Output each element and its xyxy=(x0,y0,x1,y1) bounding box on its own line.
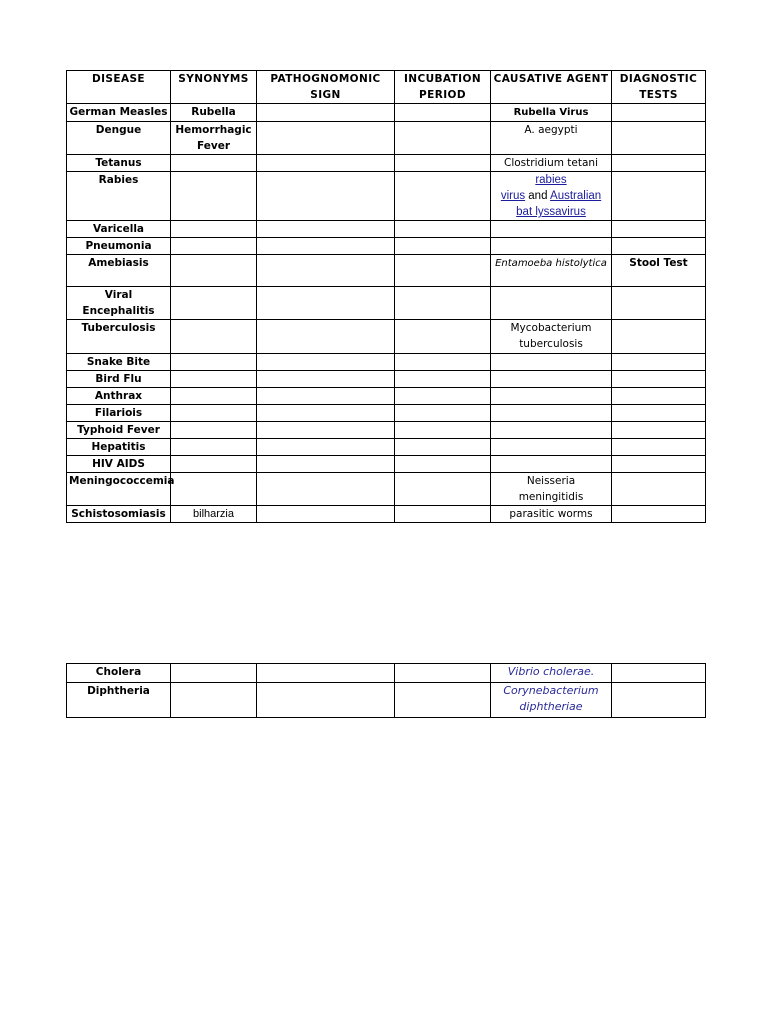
pathognomonic-sign-cell xyxy=(257,320,395,354)
disease-cell: Viral Encephalitis xyxy=(67,287,171,320)
diagnostic-tests-cell xyxy=(612,506,706,523)
causative-agent-cell xyxy=(491,388,612,405)
pathognomonic-sign-cell xyxy=(257,287,395,320)
diagnostic-tests-cell xyxy=(612,221,706,238)
causative-agent-text: Vibrio cholerae. xyxy=(507,665,595,678)
causative-agent-cell xyxy=(491,371,612,388)
empty-cell xyxy=(257,664,395,683)
causative-agent-cell xyxy=(491,221,612,238)
incubation-period-cell xyxy=(395,155,491,172)
synonyms-cell xyxy=(171,287,257,320)
disease-cell: Dengue xyxy=(67,122,171,155)
incubation-period-cell xyxy=(395,255,491,287)
table-body xyxy=(67,104,706,523)
incubation-period-cell xyxy=(395,104,491,122)
causative-agent-cell xyxy=(491,255,612,287)
synonyms-cell xyxy=(171,473,257,506)
disease-cell: Snake Bite xyxy=(67,354,171,371)
diagnostic-tests-cell xyxy=(612,371,706,388)
causative-agent-cell xyxy=(491,456,612,473)
disease-cell: Meningococcemia xyxy=(67,473,171,506)
table-row xyxy=(67,155,706,172)
causative-agent-text: A. aegypti xyxy=(524,124,578,136)
synonyms-cell xyxy=(171,405,257,422)
synonyms-cell xyxy=(171,388,257,405)
pathognomonic-sign-cell xyxy=(257,405,395,422)
incubation-period-cell xyxy=(395,172,491,221)
pathognomonic-sign-cell xyxy=(257,255,395,287)
header-causative-agent: CAUSATIVE AGENT xyxy=(491,71,612,104)
causative-agent-cell xyxy=(491,506,612,523)
diagnostic-tests-cell xyxy=(612,456,706,473)
incubation-period-cell xyxy=(395,287,491,320)
causative-agent-text: Clostridium tetani xyxy=(504,157,598,169)
empty-cell xyxy=(171,664,257,683)
diagnostic-tests-cell xyxy=(612,422,706,439)
causative-agent-cell xyxy=(491,172,612,221)
pathognomonic-sign-cell xyxy=(257,473,395,506)
synonyms-cell xyxy=(171,422,257,439)
disease-table xyxy=(66,70,706,523)
diagnostic-tests-cell xyxy=(612,287,706,320)
table-row xyxy=(67,405,706,422)
causative-agent-cell xyxy=(491,287,612,320)
pathognomonic-sign-cell xyxy=(257,155,395,172)
incubation-period-cell xyxy=(395,221,491,238)
pathognomonic-sign-cell xyxy=(257,439,395,456)
bat-lyssavirus-link[interactable]: bat lyssavirus xyxy=(516,206,586,218)
table-row xyxy=(67,506,706,523)
synonyms-cell xyxy=(171,221,257,238)
synonyms-cell xyxy=(171,456,257,473)
causative-agent-cell xyxy=(491,683,612,718)
synonyms-cell: Rubella xyxy=(171,104,257,122)
diagnostic-tests-cell xyxy=(612,122,706,155)
pathognomonic-sign-cell xyxy=(257,506,395,523)
table-row xyxy=(67,354,706,371)
pathognomonic-sign-cell xyxy=(257,354,395,371)
incubation-period-cell xyxy=(395,238,491,255)
header-disease: DISEASE xyxy=(67,71,171,104)
disease-table-continued xyxy=(66,663,706,718)
header-incubation-period: INCUBATION PERIOD xyxy=(395,71,491,104)
rabies-link[interactable]: rabies xyxy=(535,174,567,186)
pathognomonic-sign-cell xyxy=(257,388,395,405)
table-row xyxy=(67,388,706,405)
table-row xyxy=(67,320,706,354)
pathognomonic-sign-cell xyxy=(257,238,395,255)
table-row xyxy=(67,238,706,255)
header-row xyxy=(67,71,706,104)
disease-cell: Varicella xyxy=(67,221,171,238)
empty-cell xyxy=(612,683,706,718)
pathognomonic-sign-cell xyxy=(257,122,395,155)
header-diagnostic-tests: DIAGNOSTIC TESTS xyxy=(612,71,706,104)
causative-agent-cell xyxy=(491,439,612,456)
virus-link[interactable]: virus xyxy=(500,190,526,202)
empty-cell xyxy=(171,683,257,718)
incubation-period-cell xyxy=(395,122,491,155)
disease-cell: Tuberculosis xyxy=(67,320,171,354)
incubation-period-cell xyxy=(395,473,491,506)
diagnostic-tests-cell xyxy=(612,238,706,255)
table-row xyxy=(67,422,706,439)
table-row xyxy=(67,172,706,221)
table-row xyxy=(67,473,706,506)
disease-cell: Rabies xyxy=(67,172,171,221)
table-row xyxy=(67,439,706,456)
australian-link[interactable]: Australian xyxy=(550,190,602,202)
synonyms-cell xyxy=(171,439,257,456)
diagnostic-tests-cell xyxy=(612,439,706,456)
synonyms-cell xyxy=(171,238,257,255)
causative-agent-cell xyxy=(491,405,612,422)
table-body-continued xyxy=(67,664,706,718)
diagnostic-tests-cell xyxy=(612,354,706,371)
disease-cell: Diphtheria xyxy=(67,683,171,718)
causative-agent-cell xyxy=(491,664,612,683)
table-row xyxy=(67,664,706,683)
diagnostic-tests-cell xyxy=(612,104,706,122)
causative-agent-cell xyxy=(491,473,612,506)
synonyms-cell: bilharzia xyxy=(171,506,257,523)
causative-agent-cell xyxy=(491,422,612,439)
diagnostic-tests-cell xyxy=(612,172,706,221)
pathognomonic-sign-cell xyxy=(257,456,395,473)
incubation-period-cell xyxy=(395,456,491,473)
diagnostic-tests-cell xyxy=(612,320,706,354)
pathognomonic-sign-cell xyxy=(257,422,395,439)
disease-cell: Bird Flu xyxy=(67,371,171,388)
causative-agent-text: Neisseria meningitidis xyxy=(518,475,584,503)
disease-cell: HIV AIDS xyxy=(67,456,171,473)
connector-text: and xyxy=(525,190,551,202)
diagnostic-tests-cell xyxy=(612,155,706,172)
pathognomonic-sign-cell xyxy=(257,104,395,122)
table-row xyxy=(67,221,706,238)
incubation-period-cell xyxy=(395,439,491,456)
empty-cell xyxy=(395,683,491,718)
synonyms-cell xyxy=(171,354,257,371)
pathognomonic-sign-cell xyxy=(257,221,395,238)
synonyms-cell xyxy=(171,255,257,287)
pathognomonic-sign-cell xyxy=(257,172,395,221)
disease-cell: Pneumonia xyxy=(67,238,171,255)
incubation-period-cell xyxy=(395,388,491,405)
empty-cell xyxy=(257,683,395,718)
disease-cell: Typhoid Fever xyxy=(67,422,171,439)
synonyms-cell: Hemorrhagic Fever xyxy=(171,122,257,155)
header-pathognomonic-sign: PATHOGNOMONIC SIGN xyxy=(257,71,395,104)
incubation-period-cell xyxy=(395,371,491,388)
table-row xyxy=(67,456,706,473)
causative-agent-cell xyxy=(491,122,612,155)
causative-agent-cell xyxy=(491,155,612,172)
incubation-period-cell xyxy=(395,354,491,371)
table-row xyxy=(67,122,706,155)
incubation-period-cell xyxy=(395,320,491,354)
causative-agent-text: Rubella Virus xyxy=(513,107,589,118)
causative-agent-text: Mycobacterium tuberculosis xyxy=(510,322,592,350)
pathognomonic-sign-cell xyxy=(257,371,395,388)
causative-agent-text: parasitic worms xyxy=(509,508,593,520)
header-synonyms: SYNONYMS xyxy=(171,71,257,104)
synonyms-cell xyxy=(171,371,257,388)
table-row xyxy=(67,104,706,122)
table-row xyxy=(67,287,706,320)
table-row xyxy=(67,371,706,388)
causative-agent-text: Entamoeba histolytica xyxy=(495,258,607,269)
diagnostic-tests-cell xyxy=(612,405,706,422)
synonyms-cell xyxy=(171,155,257,172)
disease-cell: Tetanus xyxy=(67,155,171,172)
diagnostic-tests-cell: Stool Test xyxy=(612,255,706,287)
table-row xyxy=(67,683,706,718)
disease-cell: German Measles xyxy=(67,104,171,122)
synonyms-cell xyxy=(171,172,257,221)
incubation-period-cell xyxy=(395,506,491,523)
table-row xyxy=(67,255,706,287)
disease-cell: Amebiasis xyxy=(67,255,171,287)
disease-cell: Hepatitis xyxy=(67,439,171,456)
disease-cell: Cholera xyxy=(67,664,171,683)
causative-agent-cell xyxy=(491,104,612,122)
incubation-period-cell xyxy=(395,422,491,439)
empty-cell xyxy=(612,664,706,683)
empty-cell xyxy=(395,664,491,683)
disease-cell: Schistosomiasis xyxy=(67,506,171,523)
disease-cell: Anthrax xyxy=(67,388,171,405)
causative-agent-cell xyxy=(491,320,612,354)
diagnostic-tests-cell xyxy=(612,473,706,506)
synonyms-cell xyxy=(171,320,257,354)
diagnostic-tests-cell xyxy=(612,388,706,405)
causative-agent-text: Corynebacterium diphtheriae xyxy=(503,684,599,713)
disease-cell: Filariois xyxy=(67,405,171,422)
incubation-period-cell xyxy=(395,405,491,422)
causative-agent-cell xyxy=(491,238,612,255)
causative-agent-cell xyxy=(491,354,612,371)
